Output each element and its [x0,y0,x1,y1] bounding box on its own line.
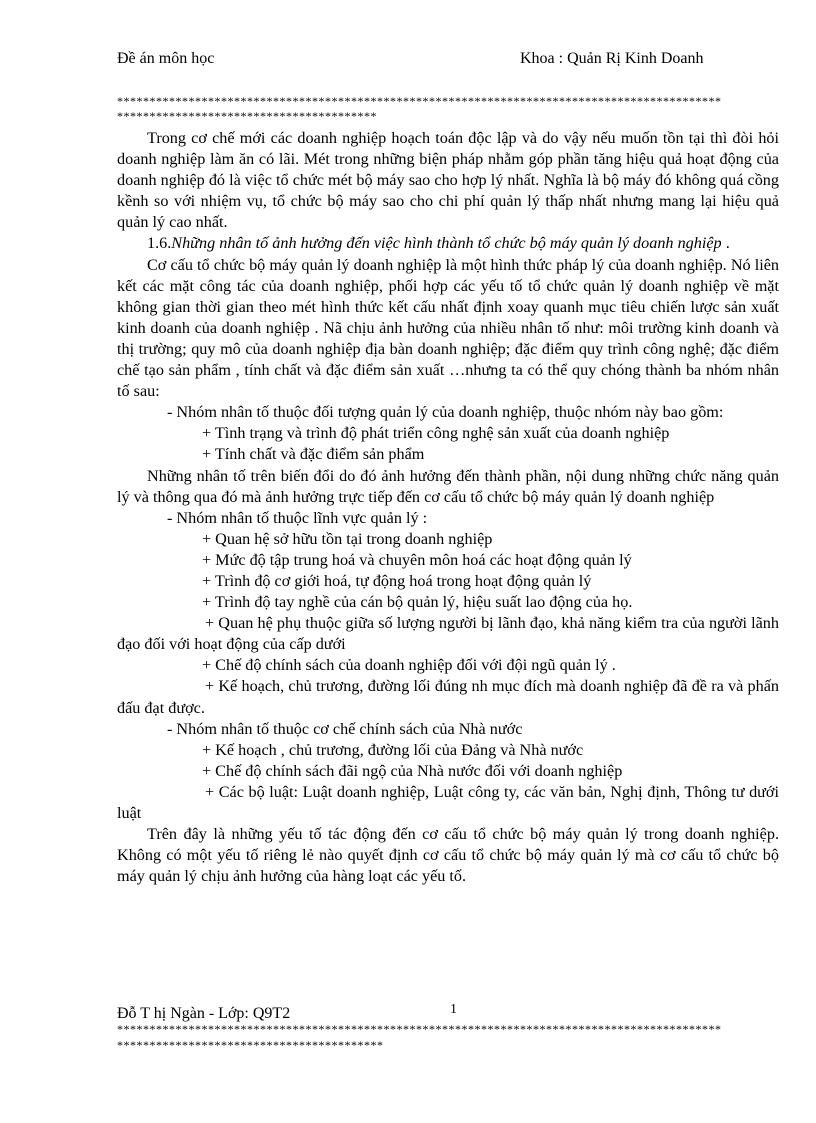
group-1-item: + Tính chất và đặc điểm sản phẩm [202,445,425,464]
section-number: 1.6. [147,234,172,253]
paragraph-intro: Trong cơ chế mới các doanh nghiệp hoạch toán độc lập và do vậy nếu muốn tồn tại thì đòi hỏi doanh nghiệp làm ăn có lãi. Mét trong những biện pháp nhằm góp phần tăng hiệu quả hoạt động của doanh nghiệp đó là việc tổ chức mét bộ máy sao cho hợp lý nhất. Nghĩa là bộ máy đó không quá cồng kềnh so với nhiệm vụ, tổ chức bộ máy sao cho chi phí quản lý thấp nhất nhưng mang lại hiệu quả quản lý cao nhất. [117,129,779,232]
star-divider-top-2: **************************************** [117,110,377,123]
footer-author: Đỗ T hị Ngàn - Lớp: Q9T2 [117,1005,291,1022]
group-3-item: + Các bộ luật: Luật doanh nghiệp, Luật công ty, các văn bản, Nghị định, Thông tư dưới luật [117,782,779,822]
group-2-item: + Kế hoạch, chủ trương, đường lối đúng nh mục đích mà doanh nghiệp đã đề ra và phấn đấu đạt được. [117,677,779,717]
paragraph-effects: Những nhân tố trên biến đổi do đó ảnh hưởng đến thành phần, nội dung những chức năng quản lý và thông qua đó mà ảnh hưởng trực tiếp đến cơ cấu tổ chức bộ máy quản lý doanh nghiệp [117,466,779,506]
group-1-heading: - Nhóm nhân tố thuộc đối tượng quản lý của doanh nghiệp, thuộc nhóm này bao gồm: [167,403,724,422]
group-2-item: + Quan hệ sở hữu tồn tại trong doanh nghiệp [202,529,493,548]
group-2-item: + Quan hệ phụ thuộc giữa số lượng người bị lãnh đạo, khả năng kiểm tra của người lãnh đạo đối với hoạt động của cấp dưới [117,614,779,654]
section-heading [117,233,779,254]
star-divider-top-1: ********************************************************************************************* [117,95,722,108]
section-heading-end: . [721,234,730,253]
group-3-heading: - Nhóm nhân tố thuộc cơ chế chính sách của Nhà nước [167,719,523,738]
header-course-title: Đề án môn học [117,50,215,67]
group-2-heading: - Nhóm nhân tố thuộc lĩnh vực quản lý : [167,508,428,527]
paragraph-conclusion: Trên đây là những yếu tố tác động đến cơ cấu tổ chức bộ máy quản lý trong doanh nghiệp. Không có một yếu tố riêng lẻ nào quyết định cơ cấu tổ chức bộ máy quản lý mà cơ cấu tổ chức bộ máy quản lý chịu ảnh hưởng của hàng loạt các yếu tố. [117,825,779,886]
page-number: 1 [450,1002,457,1017]
group-2-item: + Trình độ tay nghề của cán bộ quản lý, hiệu suất lao động của họ. [202,593,633,612]
group-1-item: + Tình trạng và trình độ phát triển công nghệ sản xuất của doanh nghiệp [202,424,670,443]
star-divider-bottom-1: ********************************************************************************************* [117,1023,722,1036]
header-faculty: Khoa : Quản Rị Kinh Doanh [520,50,704,67]
group-3-item: + Chế độ chính sách đãi ngộ của Nhà nước đối với doanh nghiệp [202,761,623,780]
group-2-item: + Chế độ chính sách của doanh nghiệp đối với đội ngũ quản lý . [202,656,616,675]
group-3-item: + Kế hoạch , chủ trương, đường lối của Đảng và Nhà nước [202,740,584,759]
section-title: Những nhân tố ảnh hưởng đến việc hình thành tổ chức bộ máy quản lý doanh nghiệp [171,234,722,253]
document-body [117,128,779,887]
star-divider-bottom-2: ***************************************** [117,1039,384,1052]
group-2-item: + Trình độ cơ giới hoá, tự động hoá trong hoạt động quản lý [202,571,592,590]
group-2-item: + Mức độ tập trung hoá và chuyên môn hoá các hoạt động quản lý [202,550,632,569]
paragraph-structure: Cơ cấu tổ chức bộ máy quản lý doanh nghiệp là một hình thức pháp lý của doanh nghiệp. Nó liên kết các mặt công tác của doanh nghiệp, phối hợp các yếu tố tổ chức quản lý doanh nghiệp về mặt không gian thời gian theo mét hình thức kết cấu nhất định xoay quanh mục tiêu chiến lược sản xuất kinh doanh của doanh nghiệp . Nã chịu ảnh hưởng của nhiều nhân tố như: môi trường kinh doanh và thị trường; quy mô của doanh nghiệp địa bàn doanh nghiệp; đặc điểm quy trình công nghệ; đặc điểm chế tạo sản phẩm , tính chất và đặc điểm sản xuất …nhưng ta có thể quy chóng thành ba nhóm nhân tố sau: [117,255,779,401]
